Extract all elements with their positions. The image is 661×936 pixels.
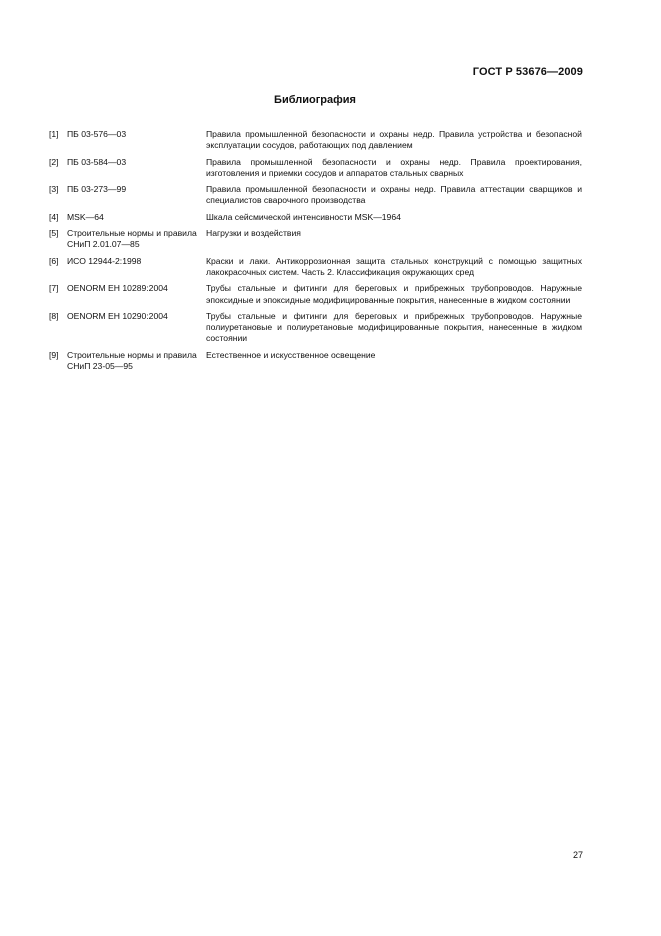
entry-number: [9]	[49, 349, 59, 360]
bibliography-entry	[49, 228, 582, 251]
bibliography-entry	[49, 350, 582, 373]
entry-number: [7]	[49, 283, 59, 294]
document-code: ГОСТ Р 53676—2009	[472, 66, 583, 78]
page-title: Библиография	[274, 94, 356, 106]
entry-title: Правила промышленной безопасности и охраны недр. Правила аттестации сварщиков и специалистов сварочного производства	[206, 184, 582, 206]
entry-number: [2]	[49, 156, 59, 167]
bibliography-entry	[49, 129, 582, 152]
entry-title: Нагрузки и воздействия	[206, 228, 301, 239]
page-number: 27	[572, 850, 583, 860]
entry-number: [6]	[49, 255, 59, 266]
entry-title: Краски и лаки. Антикоррозионная защита стальных конструкций с помощью защитных лакокрасочных систем. Часть 2. Классификация окружающих сред	[206, 255, 582, 277]
entry-title: Трубы стальные и фитинги для береговых и прибрежных трубопроводов. Наружные полиуретановые и полиуретановые модифицированные покрытия, нанесенные в жидком состоянии	[206, 310, 582, 344]
entry-source: ПБ 03-273—99	[67, 184, 127, 195]
bibliography-entry	[49, 283, 582, 306]
bibliography-list	[49, 129, 582, 377]
entry-title: Трубы стальные и фитинги для береговых и прибрежных трубопроводов. Наружные эпоксидные и эпоксидные модифицированные покрытия, нанесенные в жидком состоянии	[206, 283, 582, 305]
entry-title: Естественное и искусственное освещение	[206, 349, 376, 360]
entry-source: MSK—64	[67, 211, 104, 222]
entry-title: Правила промышленной безопасности и охраны недр. Правила устройства и безопасной эксплуатации сосудов, работающих под давлением	[206, 129, 582, 151]
bibliography-entry	[49, 256, 582, 279]
bibliography-entry	[49, 184, 582, 207]
entry-title: Правила промышленной безопасности и охраны недр. Правила проектирования, изготовления и приемки сосудов и аппаратов стальных сварных	[206, 156, 582, 178]
entry-source: ПБ 03-576—03	[67, 129, 127, 139]
entry-number: [3]	[49, 184, 59, 195]
entry-title: Шкала сейсмической интенсивности MSK—1964	[206, 211, 401, 222]
entry-source: Строительные нормы и правила СНиП 2.01.07—85	[67, 228, 197, 250]
bibliography-entry	[49, 157, 582, 180]
entry-source: ИСО 12944-2:1998	[67, 255, 142, 266]
entry-source: OENORM EH 10290:2004	[67, 310, 168, 321]
entry-source: ПБ 03-584—03	[67, 156, 127, 167]
entry-source: Строительные нормы и правила СНиП 23-05—95	[67, 349, 197, 372]
bibliography-entry	[49, 311, 582, 345]
bibliography-entry	[49, 212, 582, 223]
entry-number: [5]	[49, 228, 59, 239]
entry-number: [1]	[49, 129, 59, 139]
entry-source: OENORM EH 10289:2004	[67, 283, 168, 294]
entry-number: [8]	[49, 310, 59, 321]
entry-number: [4]	[49, 211, 59, 222]
